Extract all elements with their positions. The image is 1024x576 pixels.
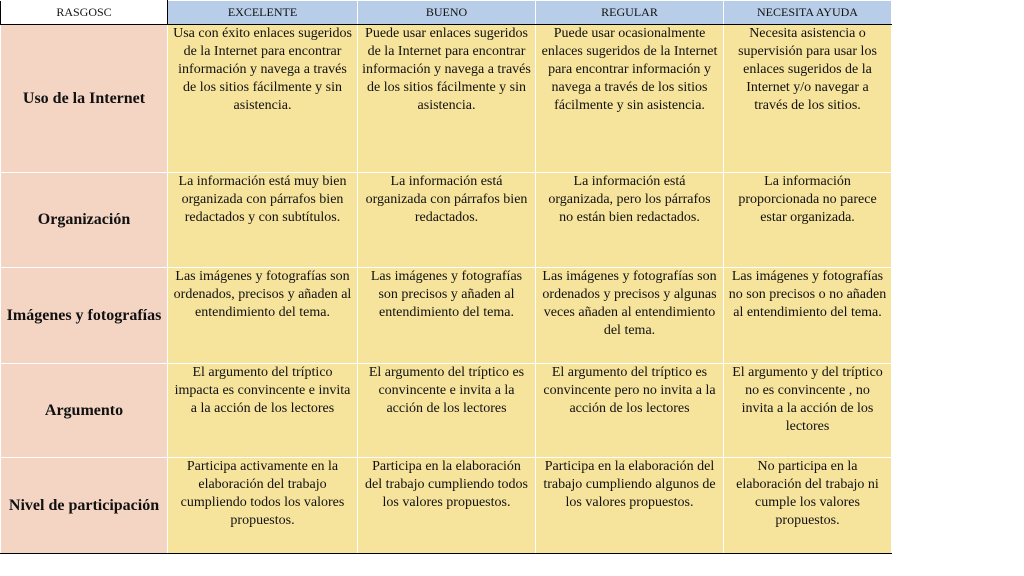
cell-regular: La información está organizada, pero los párrafos no están bien redactados. <box>536 173 724 268</box>
cell-excelente: El argumento del tríptico impacta es convincente e invita a la acción de los lectores <box>168 364 358 458</box>
table-row <box>1 364 892 458</box>
table-row <box>1 458 892 554</box>
header-excelente: EXCELENTE <box>168 1 358 25</box>
trait-argumento: Argumento <box>1 364 168 458</box>
cell-necesita-ayuda: Necesita asistencia o supervisión para usar los enlaces sugeridos de la Internet y/o navegar a través de los sitios. <box>724 25 892 173</box>
cell-regular: Las imágenes y fotografías son ordenados y precisos y algunas veces añaden al entendimiento del tema. <box>536 268 724 364</box>
cell-necesita-ayuda: La información proporcionada no parece estar organizada. <box>724 173 892 268</box>
header-traits: RASGOSC <box>1 1 168 25</box>
cell-regular: Puede usar ocasionalmente enlaces sugeridos de la Internet para encontrar información y navega a través de los sitios fácilmente y sin asistencia. <box>536 25 724 173</box>
header-necesita-ayuda: NECESITA AYUDA <box>724 1 892 25</box>
cell-regular: El argumento del tríptico es convincente pero no invita a la acción de los lectores <box>536 364 724 458</box>
cell-necesita-ayuda: El argumento y del tríptico no es convincente , no invita a la acción de los lectores <box>724 364 892 458</box>
header-row <box>1 1 892 25</box>
table-row <box>1 173 892 268</box>
cell-bueno: La información está organizada con párrafos bien redactados. <box>358 173 536 268</box>
cell-excelente: Las imágenes y fotografías son ordenados, precisos y añaden al entendimiento del tema. <box>168 268 358 364</box>
cell-bueno: El argumento del tríptico es convincente e invita a la acción de los lectores <box>358 364 536 458</box>
cell-excelente: Participa activamente en la elaboración del trabajo cumpliendo todos los valores propuestos. <box>168 458 358 554</box>
trait-uso-internet: Uso de la Internet <box>1 25 168 173</box>
cell-bueno: Participa en la elaboración del trabajo cumpliendo todos los valores propuestos. <box>358 458 536 554</box>
trait-organizacion: Organización <box>1 173 168 268</box>
cell-bueno: Las imágenes y fotografías son precisos y añaden al entendimiento del tema. <box>358 268 536 364</box>
header-bueno: BUENO <box>358 1 536 25</box>
cell-necesita-ayuda: Las imágenes y fotografías no son precisos o no añaden al entendimiento del tema. <box>724 268 892 364</box>
trait-imagenes: Imágenes y fotografías <box>1 268 168 364</box>
cell-necesita-ayuda: No participa en la elaboración del trabajo ni cumple los valores propuestos. <box>724 458 892 554</box>
header-regular: REGULAR <box>536 1 724 25</box>
table-row <box>1 268 892 364</box>
table-row <box>1 25 892 173</box>
cell-bueno: Puede usar enlaces sugeridos de la Internet para encontrar información y navega a través de los sitios fácilmente y sin asistencia. <box>358 25 536 173</box>
cell-excelente: Usa con éxito enlaces sugeridos de la Internet para encontrar información y navega a través de los sitios fácilmente y sin asistencia. <box>168 25 358 173</box>
cell-excelente: La información está muy bien organizada con párrafos bien redactados y con subtítulos. <box>168 173 358 268</box>
trait-participacion: Nivel de participación <box>1 458 168 554</box>
cell-regular: Participa en la elaboración del trabajo cumpliendo algunos de los valores propuestos. <box>536 458 724 554</box>
